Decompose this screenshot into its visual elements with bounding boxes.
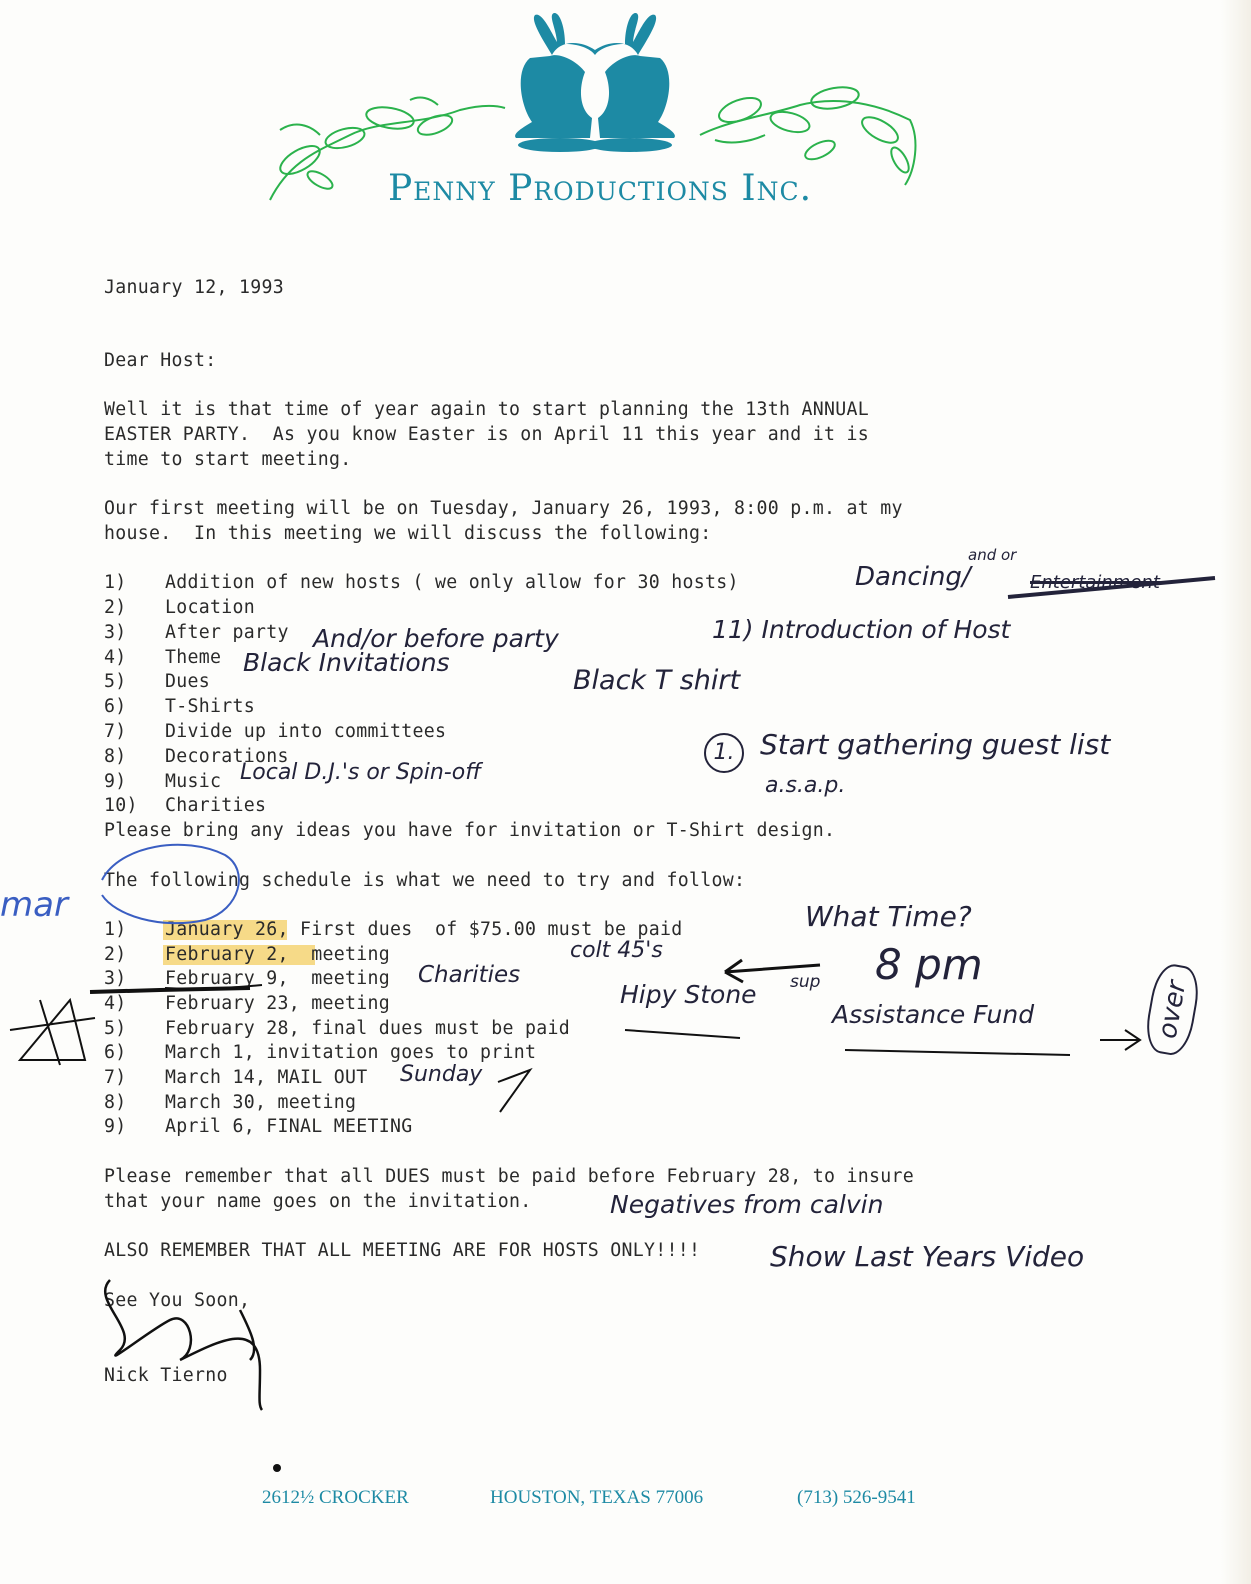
agenda-num: 10) <box>104 795 138 816</box>
dues-note-line-2: that your name goes on the invitation. <box>104 1191 532 1212</box>
ideas-line: Please bring any ideas you have for invitation or T-Shirt design. <box>104 820 836 841</box>
intro-line-2: EASTER PARTY. As you know Easter is on April 11 this year and it is <box>104 424 869 445</box>
meeting-line-1: Our first meeting will be on Tuesday, January 26, 1993, 8:00 p.m. at my <box>104 498 903 519</box>
schedule-num: 3) <box>104 968 127 989</box>
agenda-num: 2) <box>104 597 127 618</box>
agenda-item: Theme <box>165 647 222 668</box>
agenda-num: 7) <box>104 721 127 742</box>
schedule-num: 9) <box>104 1116 127 1137</box>
handwritten-show-video: Show Last Years Video <box>770 1240 1085 1273</box>
handwritten-start-guest-list: Start gathering guest list <box>760 728 1111 761</box>
schedule-item: February 28, final dues must be paid <box>165 1018 570 1039</box>
letter-date: January 12, 1993 <box>104 277 284 298</box>
handwritten-local-dj: Local D.J.'s or Spin-off <box>240 760 482 785</box>
signer-name: Nick Tierno <box>104 1365 228 1386</box>
agenda-item: Divide up into committees <box>165 721 447 742</box>
ink-dot <box>273 1464 281 1472</box>
handwritten-asap: a.s.a.p. <box>765 773 846 798</box>
schedule-num: 5) <box>104 1018 127 1039</box>
intro-line-1: Well it is that time of year again to start planning the 13th ANNUAL <box>104 399 869 420</box>
entertainment-scribble <box>1008 578 1215 597</box>
footer-city: HOUSTON, TEXAS 77006 <box>490 1487 704 1508</box>
footer-phone: (713) 526-9541 <box>797 1487 916 1508</box>
agenda-num: 9) <box>104 771 127 792</box>
hosts-only-note: ALSO REMEMBER THAT ALL MEETING ARE FOR HOSTS ONLY!!!! <box>104 1240 701 1261</box>
schedule-num: 2) <box>104 944 127 965</box>
intro-line-3: time to start meeting. <box>104 449 352 470</box>
handwritten-assistance-fund: Assistance Fund <box>832 1000 1035 1029</box>
blue-ink-circle <box>102 845 239 923</box>
schedule-item: April 6, FINAL MEETING <box>165 1116 413 1137</box>
signature-mark <box>105 1280 262 1410</box>
agenda-item: Location <box>165 597 255 618</box>
handwritten-intro-host: 11) Introduction of Host <box>712 615 1011 644</box>
handwritten-black-tshirt: Black T shirt <box>573 665 741 696</box>
handwritten-circled-1: 1. <box>704 733 744 773</box>
agenda-num: 3) <box>104 622 127 643</box>
schedule-num: 6) <box>104 1042 127 1063</box>
agenda-num: 4) <box>104 647 127 668</box>
schedule-num: 8) <box>104 1092 127 1113</box>
schedule-item: March 1, invitation goes to print <box>165 1042 537 1063</box>
handwritten-what-time: What Time? <box>805 900 972 933</box>
schedule-item: March 14, MAIL OUT <box>165 1067 368 1088</box>
handwritten-negatives: Negatives from calvin <box>610 1190 884 1219</box>
schedule-intro: The following schedule is what we need to try and follow: <box>104 870 746 891</box>
handwritten-dancing: Dancing/ <box>855 562 971 592</box>
closing: See You Soon, <box>104 1290 251 1311</box>
footer-street: 2612½ CROCKER <box>262 1487 409 1508</box>
schedule-num: 7) <box>104 1067 127 1088</box>
schedule-num: 4) <box>104 993 127 1014</box>
handwritten-black-invitations: Black Invitations <box>243 648 450 677</box>
schedule-num: 1) <box>104 919 127 940</box>
salutation: Dear Host: <box>104 350 217 371</box>
agenda-num: 1) <box>104 572 127 593</box>
handwritten-colt45: colt 45's <box>570 938 663 963</box>
arrow-left <box>725 960 820 982</box>
schedule-item: February 9, meeting <box>165 968 390 989</box>
sunday-flourish <box>498 1070 530 1112</box>
schedule-item: March 30, meeting <box>165 1092 357 1113</box>
schedule-item: February 23, meeting <box>165 993 390 1014</box>
agenda-item: Decorations <box>165 746 289 767</box>
agenda-item: After party <box>165 622 289 643</box>
star-doodle <box>10 1000 95 1065</box>
meeting-line-2: house. In this meeting we will discuss the following: <box>104 523 712 544</box>
handwritten-charities: Charities <box>418 962 521 988</box>
handwritten-sunday: Sunday <box>400 1062 483 1087</box>
handwritten-and-or: and or <box>968 546 1017 564</box>
agenda-num: 8) <box>104 746 127 767</box>
schedule-item: January 26, First dues of $75.00 must be paid <box>165 919 683 940</box>
handwritten-entertainment-crossed: Entertainment <box>1030 572 1160 593</box>
handwritten-over-circled: over <box>1142 961 1203 1058</box>
underline-assistance <box>845 1050 1070 1055</box>
handwritten-before-party: And/or before party <box>313 624 559 653</box>
dues-note-line-1: Please remember that all DUES must be paid before February 28, to insure <box>104 1166 914 1187</box>
agenda-item: Charities <box>165 795 267 816</box>
dash-line <box>625 1030 740 1038</box>
company-name: Penny Productions Inc. <box>387 168 813 209</box>
agenda-num: 6) <box>104 696 127 717</box>
handwritten-8pm: 8 pm <box>875 940 983 989</box>
agenda-num: 5) <box>104 671 127 692</box>
agenda-item: Dues <box>165 671 210 692</box>
handwritten-hipy-stone: Hipy Stone <box>620 980 757 1009</box>
agenda-item: Addition of new hosts ( we only allow for 30 hosts) <box>165 572 739 593</box>
schedule-item: February 2, meeting <box>165 944 390 965</box>
agenda-item: T-Shirts <box>165 696 255 717</box>
agenda-item: Music <box>165 771 222 792</box>
handwritten-mar: mar <box>0 885 68 925</box>
handwritten-sup: sup <box>790 972 821 992</box>
arrow-right <box>1100 1030 1140 1050</box>
